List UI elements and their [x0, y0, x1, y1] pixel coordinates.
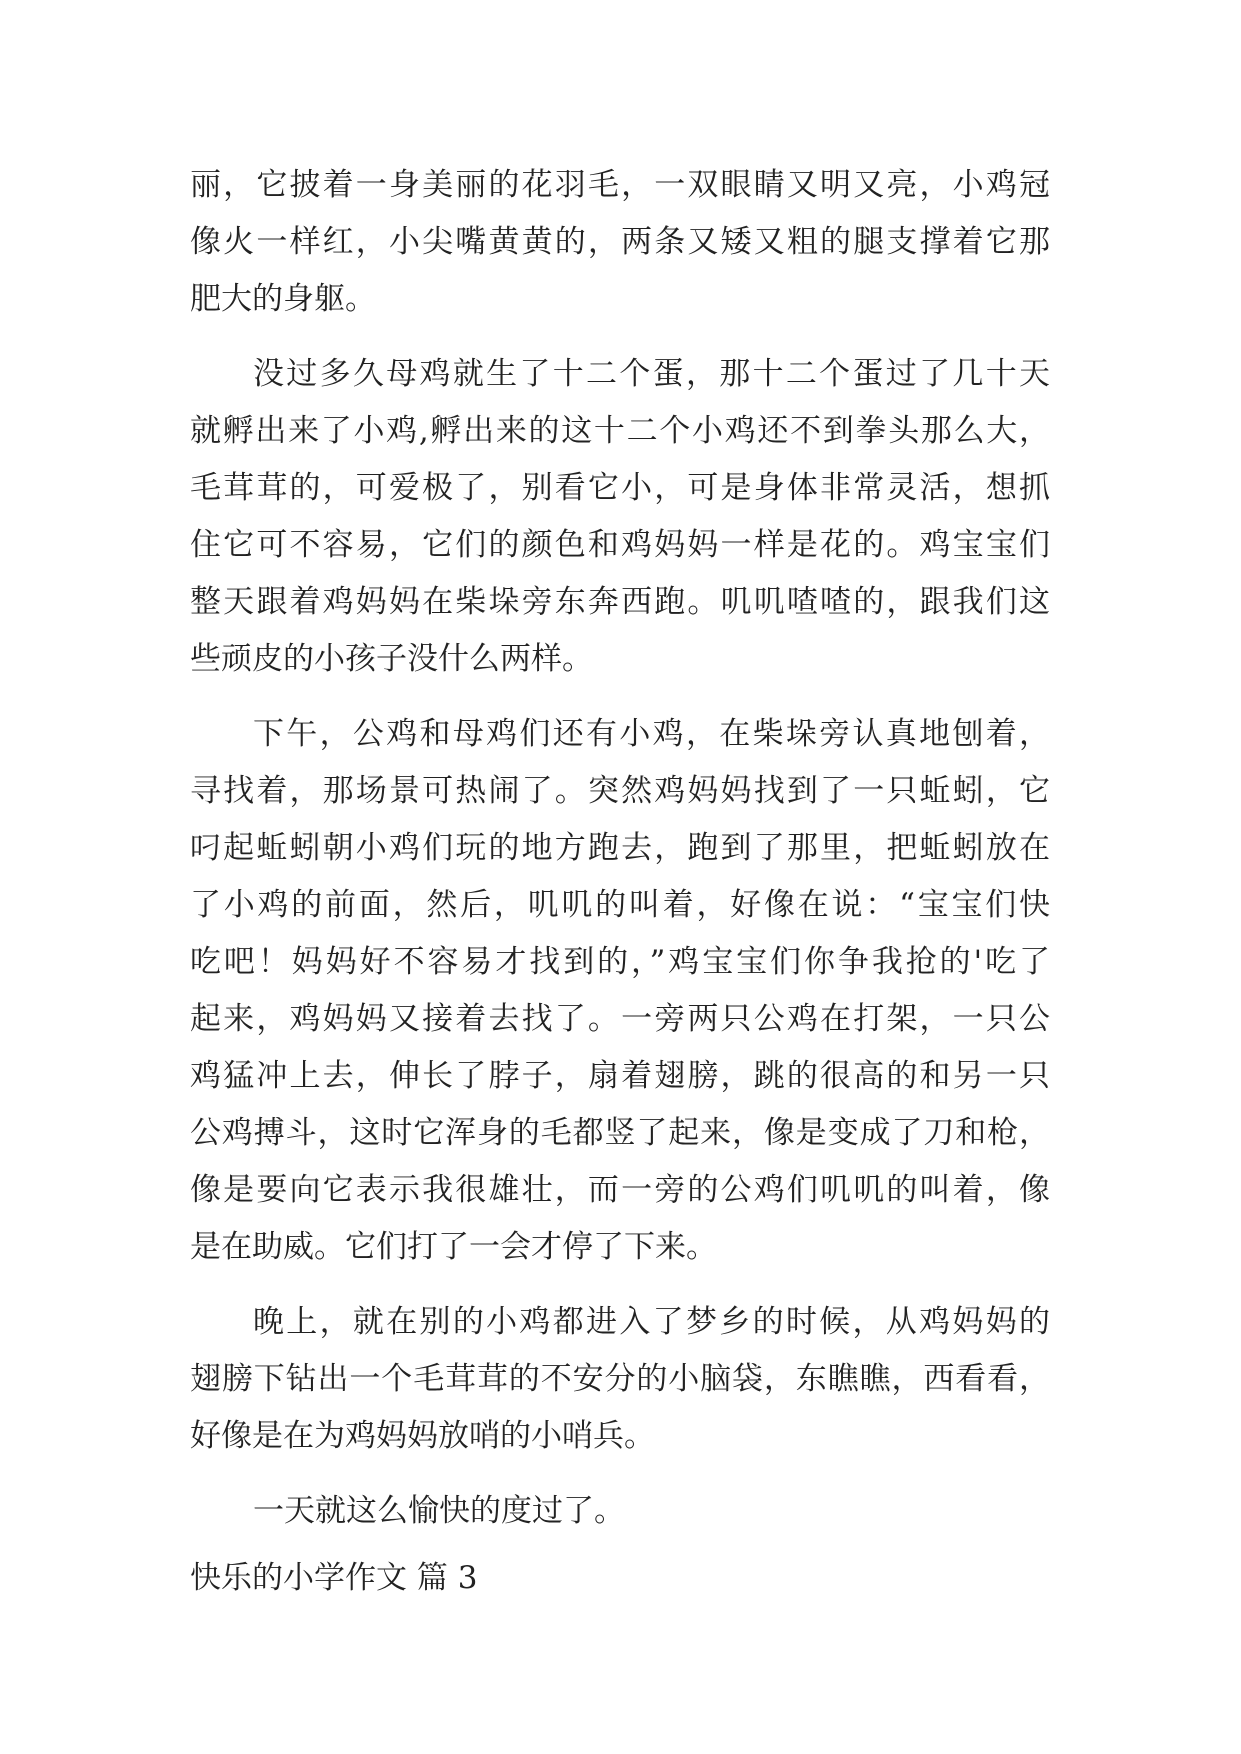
text-line: 肥大的身躯。 [190, 281, 376, 317]
paragraph-first-line: 没过多久母鸡就生了十二个蛋，那十二个蛋过了几十天 [253, 356, 1050, 392]
text-line: 整天跟着鸡妈妈在柴垛旁东奔西跑。叽叽喳喳的，跟我们这 [190, 584, 1050, 620]
text-line: 起来，鸡妈妈又接着去找了。一旁两只公鸡在打架，一只公 [190, 1001, 1050, 1037]
paragraph-first-line: 晚上，就在别的小鸡都进入了梦乡的时候，从鸡妈妈的 [253, 1304, 1050, 1340]
text-line: 毛茸茸的，可爱极了，别看它小，可是身体非常灵活，想抓 [190, 470, 1050, 506]
text-line: 丽，它披着一身美丽的花羽毛，一双眼睛又明又亮，小鸡冠 [190, 167, 1050, 203]
text-line: 像是要向它表示我很雄壮，而一旁的公鸡们叽叽的叫着，像 [190, 1172, 1050, 1208]
paragraph-first-line: 下午，公鸡和母鸡们还有小鸡，在柴垛旁认真地刨着， [253, 716, 1050, 752]
text-line: 了小鸡的前面，然后，叽叽的叫着，好像在说：“宝宝们快 [190, 887, 1050, 923]
paragraph-first-line: 一天就这么愉快的度过了。 [253, 1493, 625, 1529]
text-line: 像火一样红，小尖嘴黄黄的，两条又矮又粗的腿支撑着它那 [190, 224, 1050, 260]
text-line: 叼起蚯蚓朝小鸡们玩的地方跑去，跑到了那里，把蚯蚓放在 [190, 830, 1050, 866]
text-line: 翅膀下钻出一个毛茸茸的不安分的小脑袋，东瞧瞧，西看看， [190, 1361, 1050, 1397]
text-line: 好像是在为鸡妈妈放哨的小哨兵。 [190, 1418, 655, 1454]
text-line: 就孵出来了小鸡,孵出来的这十二个小鸡还不到拳头那么大， [190, 413, 1050, 449]
text-line: 寻找着，那场景可热闹了。突然鸡妈妈找到了一只蚯蚓，它 [190, 773, 1050, 809]
text-line: 公鸡搏斗，这时它浑身的毛都竖了起来，像是变成了刀和枪， [190, 1115, 1050, 1151]
text-line: 吃吧！妈妈好不容易才找到的，”鸡宝宝们你争我抢的'吃了 [190, 944, 1050, 980]
text-line: 是在助威。它们打了一会才停了下来。 [190, 1229, 717, 1265]
section-heading: 快乐的小学作文 篇 3 [190, 1560, 478, 1596]
text-line: 鸡猛冲上去，伸长了脖子，扇着翅膀，跳的很高的和另一只 [190, 1058, 1050, 1094]
text-line: 些顽皮的小孩子没什么两样。 [190, 641, 593, 677]
text-line: 住它可不容易，它们的颜色和鸡妈妈一样是花的。鸡宝宝们 [190, 527, 1050, 563]
